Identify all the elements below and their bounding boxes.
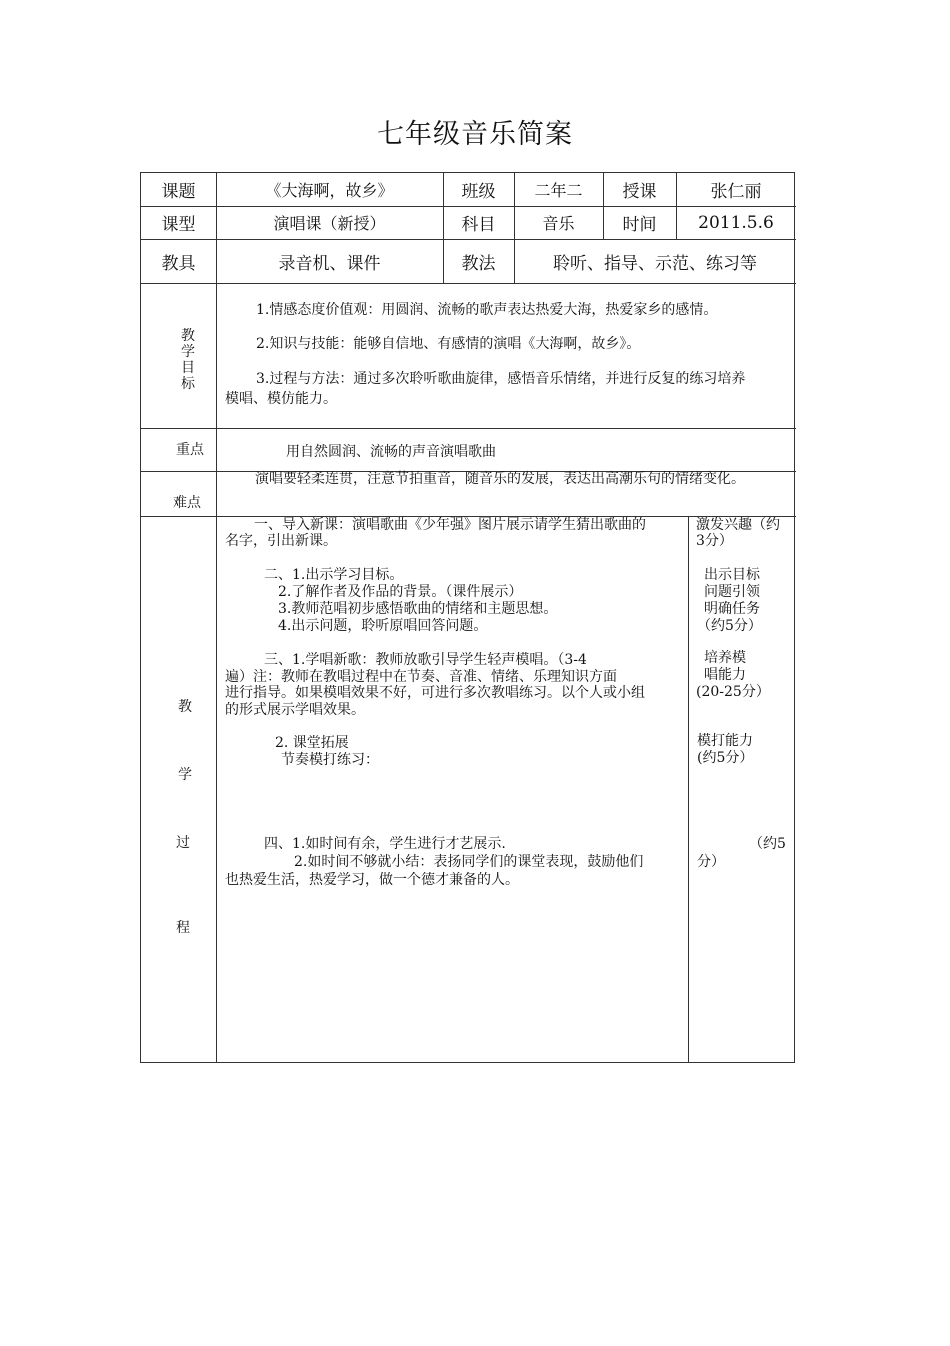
process-note: 分） [697,854,725,870]
process-note: 出示目标 [704,567,760,583]
process-label-char: 学 [178,767,192,783]
label-tools: 教具 [161,253,196,274]
label-type: 课型 [161,215,196,235]
process-line: 2.如时间不够就小结：表扬同学们的课堂表现，鼓励他们 [294,854,644,870]
process-line: 二、1.出示学习目标。 [264,567,404,583]
process-note: 明确任务 [704,601,760,617]
goals-label-char: 教 [181,328,195,344]
label-subject: 科目 [461,215,496,235]
process-line: 三、1.学唱新歌：教师放歌引导学生轻声模唱。（3-4 [264,652,587,668]
process-label-char: 过 [176,835,190,851]
goal-item: 3.过程与方法：通过多次聆听歌曲旋律，感悟音乐情绪，并进行反复的练习培养 [256,371,746,387]
process-note: 培养模 [704,650,746,666]
process-line: 4.出示问题，聆听原唱回答问题。 [278,618,488,634]
col-divider [216,173,217,1063]
process-note: 问题引领 [704,584,760,600]
goals-label-char: 标 [181,376,195,392]
process-note: (20-25分） [696,684,770,700]
process-line: 四、1.如时间有余，学生进行才艺展示. [264,836,506,852]
page-title: 七年级音乐简案 [377,119,573,150]
class-value: 二年二 [534,181,583,200]
process-note: 模打能力 [697,733,753,749]
process-line: 名字，引出新课。 [225,533,337,549]
goal-item: 1.情感态度价值观：用圆润、流畅的歌声表达热爱大海，热爱家乡的感情。 [256,302,718,318]
time-value: 2011.5.6 [698,212,774,233]
goal-item: 2.知识与技能：能够自信地、有感情的演唱《大海啊，故乡》。 [256,336,641,352]
label-topic: 课题 [161,182,196,202]
process-note: 3分） [696,533,733,549]
process-line: 遍）注：教师在教唱过程中在节奏、音准、情绪、乐理知识方面 [225,669,617,685]
goal-item: 模唱、模仿能力。 [225,391,337,407]
topic-value: 《大海啊，故乡》 [265,181,394,200]
row-divider [141,428,796,429]
process-line: 的形式展示学唱效果。 [225,702,365,718]
subject-value: 音乐 [542,214,575,233]
goals-label-char: 目 [181,360,195,376]
process-note: (约5分） [697,750,754,766]
goals-label-char: 学 [181,344,195,360]
process-line: 也热爱生活，热爱学习，做一个德才兼备的人。 [225,872,519,888]
key-point-text: 用自然圆润、流畅的声音演唱歌曲 [286,444,496,460]
col-divider [688,516,689,1063]
difficulty-label: 难点 [173,495,201,511]
label-time: 时间 [622,215,657,235]
process-note: 激发兴趣（约 [696,517,780,533]
tools-value: 录音机、课件 [278,253,381,274]
method-value: 聆听、指导、示范、练习等 [553,253,757,274]
label-method: 教法 [461,253,496,274]
process-line: 3.教师范唱初步感悟歌曲的情绪和主题思想。 [278,601,558,617]
process-line: 一、导入新课：演唱歌曲《少年强》图片展示请学生猜出歌曲的 [254,517,646,533]
process-note: （约5分） [697,618,762,634]
process-line: 2. 课堂拓展 [275,735,349,751]
teacher-value: 张仁丽 [710,182,762,202]
process-note: 唱能力 [704,667,746,683]
process-note: （约5 [749,836,786,852]
label-class: 班级 [461,182,496,202]
process-line: 2.了解作者及作品的背景。（课件展示） [278,584,523,600]
process-line: 节奏模打练习： [281,752,379,768]
row-divider [141,283,796,284]
process-line: 进行指导。如果模唱效果不好，可进行多次教唱练习。以个人或小组 [225,685,645,701]
key-point-label: 重点 [176,442,204,458]
label-teacher: 授课 [622,182,657,202]
lesson-plan-table [140,172,795,1063]
type-value: 演唱课（新授） [273,214,386,233]
process-label-char: 教 [178,699,192,715]
process-label-char: 程 [176,920,190,936]
difficulty-text: 演唱要轻柔连贯，注意节拍重音，随音乐的发展，表达出高潮乐句的情绪变化。 [255,471,745,487]
